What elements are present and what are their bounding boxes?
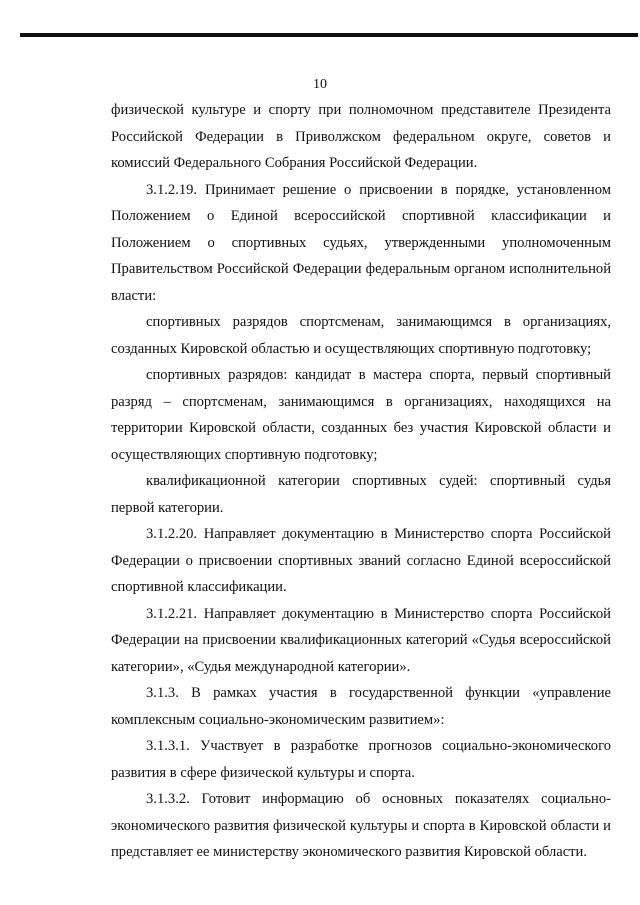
page-number: 10 [313,77,327,92]
document-body [111,97,611,866]
paragraph: 3.1.2.20. Направляет документацию в Министерство спорта Российской Федерации о присвоении спортивных званий согласно Единой всероссийской спортивной классификации. [111,526,611,595]
paragraph: спортивных разрядов: кандидат в мастера спорта, первый спортивный разряд – спортсменам, занимающимся в организациях, находящихся на территории Кировской области, созданных без участия Кировской области и осуществляющих спортивную подготовку; [111,367,611,463]
paragraph: 3.1.2.21. Направляет документацию в Министерство спорта Российской Федерации на присвоении квалификационных категорий «Судья всероссийской категории», «Судья международной категории». [111,605,611,675]
paragraph: квалификационной категории спортивных судей: спортивный судья первой категории. [111,473,611,516]
paragraph: 3.1.2.19. Принимает решение о присвоении в порядке, установленном Положением о Единой всероссийской спортивной классификации и Положением о спортивных судьях, утвержденными уполномоченным Правительством Российской Федерации федеральным органом исполнительной власти: [111,181,611,304]
header-rule [20,33,638,37]
paragraph: 3.1.3.2. Готовит информацию об основных показателях социально-экономического развития физической культуры и спорта в Кировской области и представляет ее министерству экономического развития Кировской области. [111,791,611,860]
paragraph: 3.1.3. В рамках участия в государственной функции «управление комплексным социально-экономическим развитием»: [111,685,611,728]
paragraph: 3.1.3.1. Участвует в разработке прогнозов социально-экономического развития в сфере физической культуры и спорта. [111,738,611,781]
paragraph: физической культуре и спорту при полномочном представителе Президента Российской Федерации в Приволжском федеральном округе, советов и комиссий Федерального Собрания Российской Федерации. [111,102,611,171]
paragraph: спортивных разрядов спортсменам, занимающимся в организациях, созданных Кировской областью и осуществляющих спортивную подготовку; [111,314,611,357]
